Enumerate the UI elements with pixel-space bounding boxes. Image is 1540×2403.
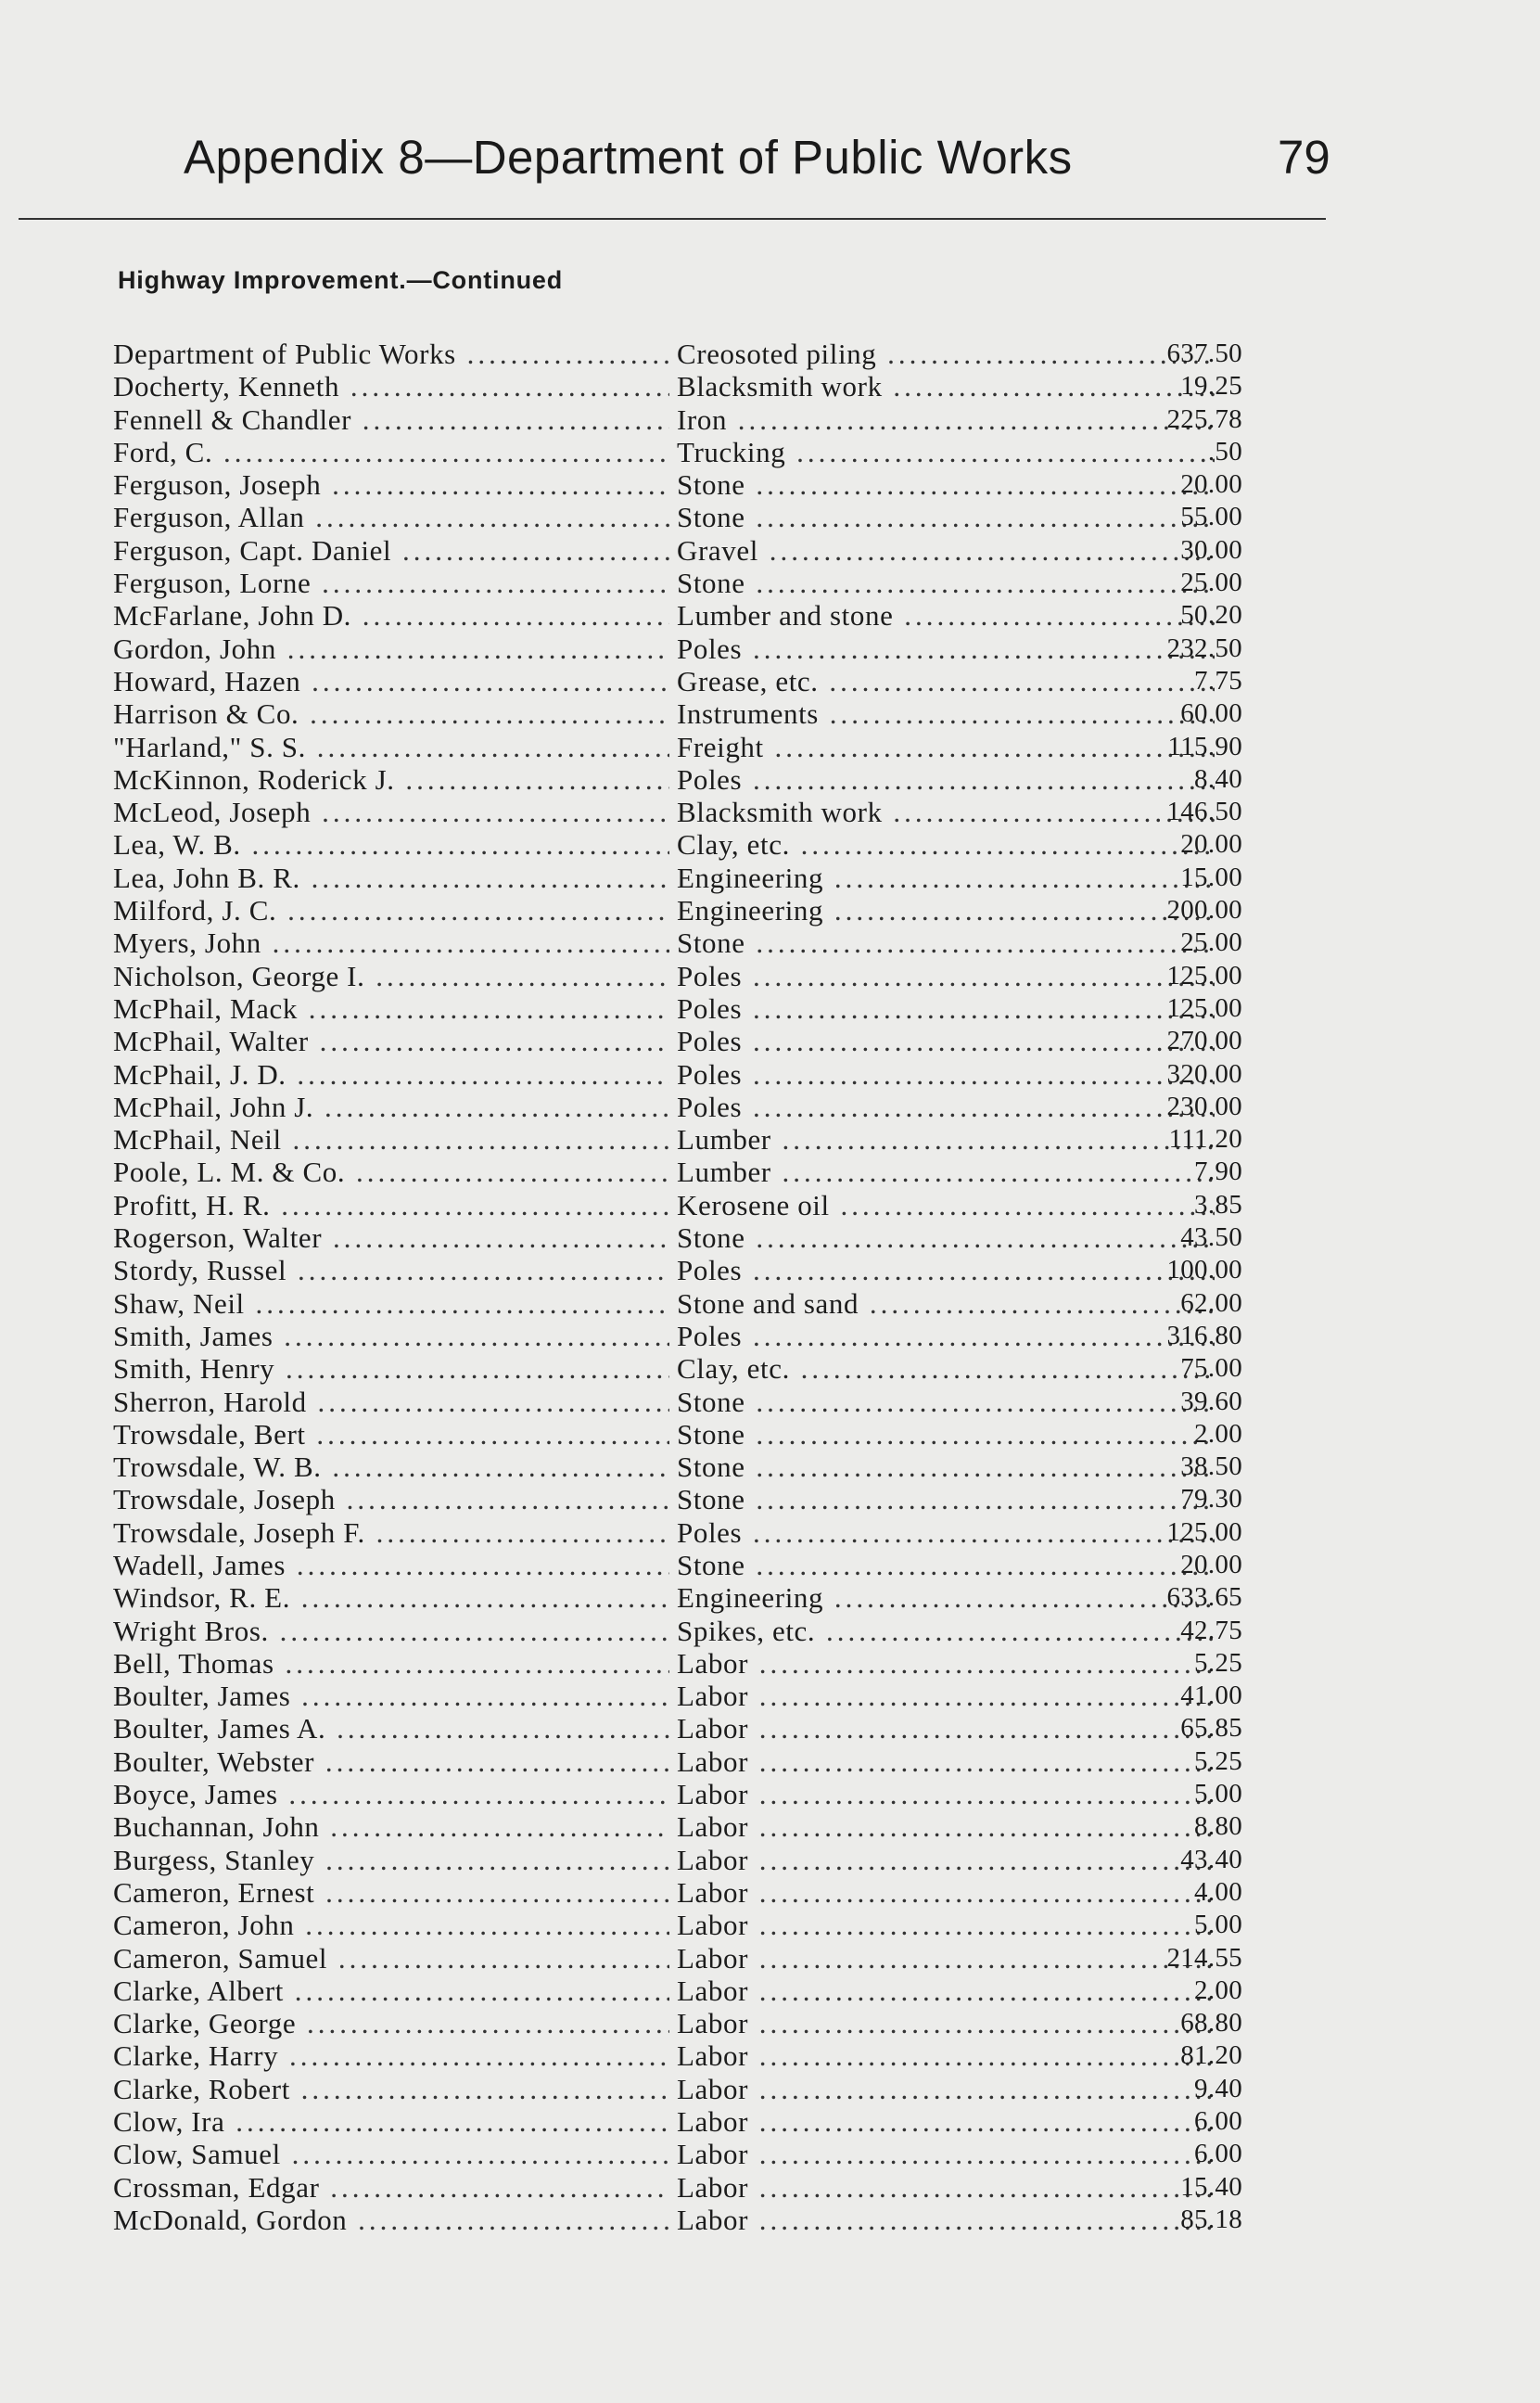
item-description: Clay, etc. ..... <box>677 828 1215 861</box>
payee-name: Poole, L. M. & Co. ..... <box>113 1156 669 1188</box>
ledger-row <box>113 1189 1242 1221</box>
amount: 39.60 <box>1180 1386 1242 1416</box>
payee-name: Sherron, Harold ..... <box>113 1386 669 1418</box>
item-description: Poles ..... <box>677 633 1215 665</box>
ledger-row <box>113 1549 1242 1581</box>
item-description: Grease, etc. ..... <box>677 665 1215 697</box>
payee-name: Clarke, George ..... <box>113 2007 669 2039</box>
amount: 3.85 <box>1194 1189 1242 1220</box>
amount: 7.90 <box>1194 1157 1242 1187</box>
payee-name: Shaw, Neil ..... <box>113 1287 669 1320</box>
ledger-row <box>113 1025 1242 1057</box>
ledger-row <box>113 1386 1242 1418</box>
amount: 30.00 <box>1180 534 1242 565</box>
amount: 85.18 <box>1180 2204 1242 2234</box>
amount: 232.50 <box>1166 633 1242 663</box>
item-description: Stone ..... <box>677 1221 1215 1254</box>
item-description: Labor ..... <box>677 1876 1215 1909</box>
payee-name: McFarlane, John D. ..... <box>113 599 669 632</box>
payee-name: Milford, J. C. ..... <box>113 894 669 927</box>
ledger-row <box>113 960 1242 992</box>
amount: 111.20 <box>1168 1124 1242 1155</box>
amount: 41.00 <box>1180 1681 1242 1711</box>
item-description: Poles ..... <box>677 1516 1215 1549</box>
amount: 100.00 <box>1166 1255 1242 1285</box>
item-description: Lumber ..... <box>677 1156 1215 1188</box>
item-description: Stone ..... <box>677 501 1215 533</box>
ledger-row <box>113 1254 1242 1286</box>
ledger-row <box>113 1712 1242 1745</box>
ledger-row <box>113 992 1242 1025</box>
payee-name: Lea, W. B. ..... <box>113 828 669 861</box>
ledger-row <box>113 1483 1242 1515</box>
ledger-row <box>113 436 1242 468</box>
item-description: Kerosene oil ..... <box>677 1189 1215 1221</box>
payee-name: Harrison & Co. ..... <box>113 697 669 730</box>
page-number: 79 <box>1278 131 1330 184</box>
payee-name: Rogerson, Walter ..... <box>113 1221 669 1254</box>
ledger-row <box>113 665 1242 697</box>
ledger-row <box>113 2007 1242 2039</box>
amount: 5.25 <box>1194 1745 1242 1776</box>
item-description: Poles ..... <box>677 960 1215 992</box>
payee-name: McPhail, Mack ..... <box>113 992 669 1025</box>
payee-name: Ferguson, Lorne ..... <box>113 567 669 599</box>
ledger-row <box>113 1516 1242 1549</box>
payee-name: Gordon, John ..... <box>113 633 669 665</box>
amount: 5.00 <box>1194 1910 1242 1940</box>
ledger-row <box>113 1615 1242 1647</box>
ledger-row <box>113 1810 1242 1843</box>
amount: 42.75 <box>1180 1615 1242 1645</box>
payee-name: "Harland," S. S. ..... <box>113 731 669 763</box>
item-description: Clay, etc. ..... <box>677 1352 1215 1385</box>
amount: 43.40 <box>1180 1844 1242 1874</box>
payee-name: Trowsdale, Joseph F. ..... <box>113 1516 669 1549</box>
payee-name: Profitt, H. R. ..... <box>113 1189 669 1221</box>
ledger-row <box>113 1844 1242 1876</box>
item-description: Labor ..... <box>677 1778 1215 1810</box>
payee-name: Windsor, R. E. ..... <box>113 1581 669 1614</box>
ledger-row <box>113 1418 1242 1451</box>
payee-name: Cameron, Samuel ..... <box>113 1942 669 1975</box>
item-description: Stone ..... <box>677 567 1215 599</box>
item-description: Stone and sand ..... <box>677 1287 1215 1320</box>
payee-name: Cameron, Ernest ..... <box>113 1876 669 1909</box>
ledger-row <box>113 403 1242 436</box>
amount: 230.00 <box>1166 1091 1242 1121</box>
amount: 8.80 <box>1194 1811 1242 1842</box>
item-description: Lumber and stone ..... <box>677 599 1215 632</box>
item-description: Labor ..... <box>677 1810 1215 1843</box>
amount: 7.75 <box>1194 665 1242 696</box>
amount: 200.00 <box>1166 895 1242 926</box>
ledger-row <box>113 1156 1242 1188</box>
ledger-row <box>113 370 1242 403</box>
ledger-row <box>113 1975 1242 2007</box>
item-description: Stone ..... <box>677 1451 1215 1483</box>
payee-name: Buchannan, John ..... <box>113 1810 669 1843</box>
amount: 20.00 <box>1180 829 1242 860</box>
item-description: Poles ..... <box>677 1091 1215 1123</box>
item-description: Stone ..... <box>677 927 1215 959</box>
amount: 60.00 <box>1180 698 1242 729</box>
payee-name: Wright Bros. ..... <box>113 1615 669 1647</box>
amount: 637.50 <box>1166 339 1242 368</box>
amount: 38.50 <box>1180 1451 1242 1482</box>
amount: 55.00 <box>1180 502 1242 532</box>
item-description: Labor ..... <box>677 2105 1215 2138</box>
payee-name: Cameron, John ..... <box>113 1909 669 1941</box>
item-description: Poles ..... <box>677 992 1215 1025</box>
payee-name: Ferguson, Joseph ..... <box>113 468 669 501</box>
amount: 25.00 <box>1180 927 1242 958</box>
ledger-row <box>113 894 1242 927</box>
item-description: Stone ..... <box>677 1418 1215 1451</box>
amount: 4.00 <box>1194 1876 1242 1907</box>
ledger-row <box>113 697 1242 730</box>
payee-name: McKinnon, Roderick J. ..... <box>113 763 669 796</box>
payee-name: Department of Public Works ..... <box>113 338 669 370</box>
payee-name: Nicholson, George I. ..... <box>113 960 669 992</box>
item-description: Instruments ..... <box>677 697 1215 730</box>
payee-name: McPhail, Neil ..... <box>113 1123 669 1156</box>
amount: 65.85 <box>1180 1713 1242 1744</box>
payee-name: Smith, James ..... <box>113 1320 669 1352</box>
amount: 125.00 <box>1166 960 1242 991</box>
ledger-row <box>113 1123 1242 1156</box>
amount: 115.90 <box>1167 731 1242 761</box>
item-description: Engineering ..... <box>677 1581 1215 1614</box>
ledger-row <box>113 338 1242 370</box>
item-description: Labor ..... <box>677 1647 1215 1680</box>
amount: 20.00 <box>1180 469 1242 500</box>
ledger-row <box>113 763 1242 796</box>
payee-name: Clarke, Harry ..... <box>113 2039 669 2072</box>
amount: 225.78 <box>1166 403 1242 434</box>
payee-name: McLeod, Joseph ..... <box>113 796 669 828</box>
amount: 270.00 <box>1166 1026 1242 1056</box>
item-description: Gravel ..... <box>677 534 1215 567</box>
amount: 25.00 <box>1180 568 1242 598</box>
ledger-row <box>113 2204 1242 2236</box>
ledger-row <box>113 2138 1242 2170</box>
ledger-row <box>113 1352 1242 1385</box>
header-rule <box>19 218 1326 220</box>
payee-name: Boulter, James A. ..... <box>113 1712 669 1745</box>
page-title: Appendix 8—Department of Public Works <box>184 131 1073 184</box>
payee-name: Clow, Ira ..... <box>113 2105 669 2138</box>
amount: 125.00 <box>1166 992 1242 1023</box>
item-description: Stone ..... <box>677 468 1215 501</box>
amount: 15.40 <box>1180 2171 1242 2202</box>
payee-name: Trowsdale, Joseph ..... <box>113 1483 669 1515</box>
item-description: Poles ..... <box>677 1320 1215 1352</box>
item-description: Labor ..... <box>677 1942 1215 1975</box>
ledger-row <box>113 2039 1242 2072</box>
section-heading: Highway Improvement.—Continued <box>118 266 564 294</box>
item-description: Labor ..... <box>677 1975 1215 2007</box>
amount: 6.00 <box>1194 2139 1242 2169</box>
item-description: Labor ..... <box>677 2204 1215 2236</box>
ledger-row <box>113 828 1242 861</box>
payee-name: McPhail, John J. ..... <box>113 1091 669 1123</box>
payee-name: Lea, John B. R. ..... <box>113 862 669 894</box>
item-description: Trucking ..... <box>677 436 1215 468</box>
payee-name: Boyce, James ..... <box>113 1778 669 1810</box>
item-description: Iron ..... <box>677 403 1215 436</box>
ledger-row <box>113 1451 1242 1483</box>
amount: 2.00 <box>1194 1418 1242 1449</box>
ledger-row <box>113 1745 1242 1778</box>
payee-name: McPhail, Walter ..... <box>113 1025 669 1057</box>
item-description: Spikes, etc. ..... <box>677 1615 1215 1647</box>
payee-name: McPhail, J. D. ..... <box>113 1058 669 1091</box>
item-description: Engineering ..... <box>677 862 1215 894</box>
payee-name: Bell, Thomas ..... <box>113 1647 669 1680</box>
item-description: Blacksmith work ..... <box>677 370 1215 403</box>
amount: 81.20 <box>1180 2040 1242 2071</box>
amount: 79.30 <box>1180 1484 1242 1515</box>
amount: 62.00 <box>1180 1287 1242 1318</box>
amount: 633.65 <box>1166 1582 1242 1613</box>
item-description: Labor ..... <box>677 2073 1215 2105</box>
ledger-row <box>113 2073 1242 2105</box>
amount: 19.25 <box>1180 371 1242 402</box>
item-description: Stone ..... <box>677 1483 1215 1515</box>
payee-name: Clarke, Albert ..... <box>113 1975 669 2007</box>
payee-name: McDonald, Gordon ..... <box>113 2204 669 2236</box>
payee-name: Clarke, Robert ..... <box>113 2073 669 2105</box>
amount: 15.00 <box>1180 862 1242 892</box>
ledger-row <box>113 501 1242 533</box>
ledger-row <box>113 796 1242 828</box>
payee-name: Myers, John ..... <box>113 927 669 959</box>
payee-name: Crossman, Edgar ..... <box>113 2171 669 2204</box>
amount: 20.00 <box>1180 1549 1242 1579</box>
ledger-row <box>113 731 1242 763</box>
amount: 68.80 <box>1180 2008 1242 2039</box>
payee-name: Trowsdale, Bert ..... <box>113 1418 669 1451</box>
item-description: Blacksmith work ..... <box>677 796 1215 828</box>
ledger-row <box>113 927 1242 959</box>
item-description: Poles ..... <box>677 1058 1215 1091</box>
amount: 5.00 <box>1194 1779 1242 1809</box>
item-description: Labor ..... <box>677 1909 1215 1941</box>
ledger-row <box>113 599 1242 632</box>
item-description: Labor ..... <box>677 1745 1215 1778</box>
payee-name: Ford, C. ..... <box>113 436 669 468</box>
payee-name: Trowsdale, W. B. ..... <box>113 1451 669 1483</box>
ledger-row <box>113 567 1242 599</box>
ledger-row <box>113 633 1242 665</box>
ledger-row <box>113 1909 1242 1941</box>
ledger-row <box>113 2171 1242 2204</box>
item-description: Stone ..... <box>677 1549 1215 1581</box>
payee-name: Ferguson, Capt. Daniel ..... <box>113 534 669 567</box>
payee-name: Howard, Hazen ..... <box>113 665 669 697</box>
item-description: Poles ..... <box>677 1254 1215 1286</box>
item-description: Stone ..... <box>677 1386 1215 1418</box>
ledger-row <box>113 1647 1242 1680</box>
amount: 50.20 <box>1180 600 1242 631</box>
amount: 320.00 <box>1166 1058 1242 1089</box>
amount: 6.00 <box>1194 2106 1242 2137</box>
item-description: Poles ..... <box>677 1025 1215 1057</box>
ledger-row <box>113 1320 1242 1352</box>
item-description: Labor ..... <box>677 1844 1215 1876</box>
payee-name: Burgess, Stanley ..... <box>113 1844 669 1876</box>
ledger-row <box>113 1287 1242 1320</box>
item-description: Poles ..... <box>677 763 1215 796</box>
payee-name: Fennell & Chandler ..... <box>113 403 669 436</box>
ledger-row <box>113 1058 1242 1091</box>
page-header <box>0 130 1540 195</box>
amount: .50 <box>1207 436 1242 467</box>
amount: 9.40 <box>1194 2073 1242 2103</box>
item-description: Labor ..... <box>677 2007 1215 2039</box>
amount: 316.80 <box>1166 1320 1242 1350</box>
ledger-row <box>113 2105 1242 2138</box>
payee-name: Boulter, Webster ..... <box>113 1745 669 1778</box>
ledger-row <box>113 1221 1242 1254</box>
item-description: Freight ..... <box>677 731 1215 763</box>
ledger-row <box>113 534 1242 567</box>
amount: 146.50 <box>1166 797 1242 827</box>
item-description: Engineering ..... <box>677 894 1215 927</box>
payee-name: Ferguson, Allan ..... <box>113 501 669 533</box>
ledger-row <box>113 1778 1242 1810</box>
amount: 8.40 <box>1194 763 1242 794</box>
payee-name: Boulter, James ..... <box>113 1680 669 1712</box>
item-description: Lumber ..... <box>677 1123 1215 1156</box>
payee-name: Docherty, Kenneth ..... <box>113 370 669 403</box>
ledger-row <box>113 1680 1242 1712</box>
payee-name: Stordy, Russel ..... <box>113 1254 669 1286</box>
item-description: Creosoted piling ..... <box>677 338 1215 370</box>
amount: 5.25 <box>1194 1647 1242 1678</box>
amount: 214.55 <box>1166 1942 1242 1973</box>
ledger-row <box>113 468 1242 501</box>
ledger-row <box>113 1876 1242 1909</box>
ledger-row <box>113 862 1242 894</box>
item-description: Labor ..... <box>677 1680 1215 1712</box>
item-description: Labor ..... <box>677 1712 1215 1745</box>
payee-name: Clow, Samuel ..... <box>113 2138 669 2170</box>
item-description: Labor ..... <box>677 2171 1215 2204</box>
ledger-table <box>113 338 1242 2236</box>
amount: 125.00 <box>1166 1516 1242 1547</box>
amount: 75.00 <box>1180 1353 1242 1384</box>
item-description: Labor ..... <box>677 2039 1215 2072</box>
ledger-row <box>113 1581 1242 1614</box>
payee-name: Smith, Henry ..... <box>113 1352 669 1385</box>
amount: 43.50 <box>1180 1222 1242 1253</box>
amount: 2.00 <box>1194 1975 1242 2005</box>
ledger-row <box>113 1942 1242 1975</box>
item-description: Labor ..... <box>677 2138 1215 2170</box>
ledger-row <box>113 1091 1242 1123</box>
payee-name: Wadell, James ..... <box>113 1549 669 1581</box>
